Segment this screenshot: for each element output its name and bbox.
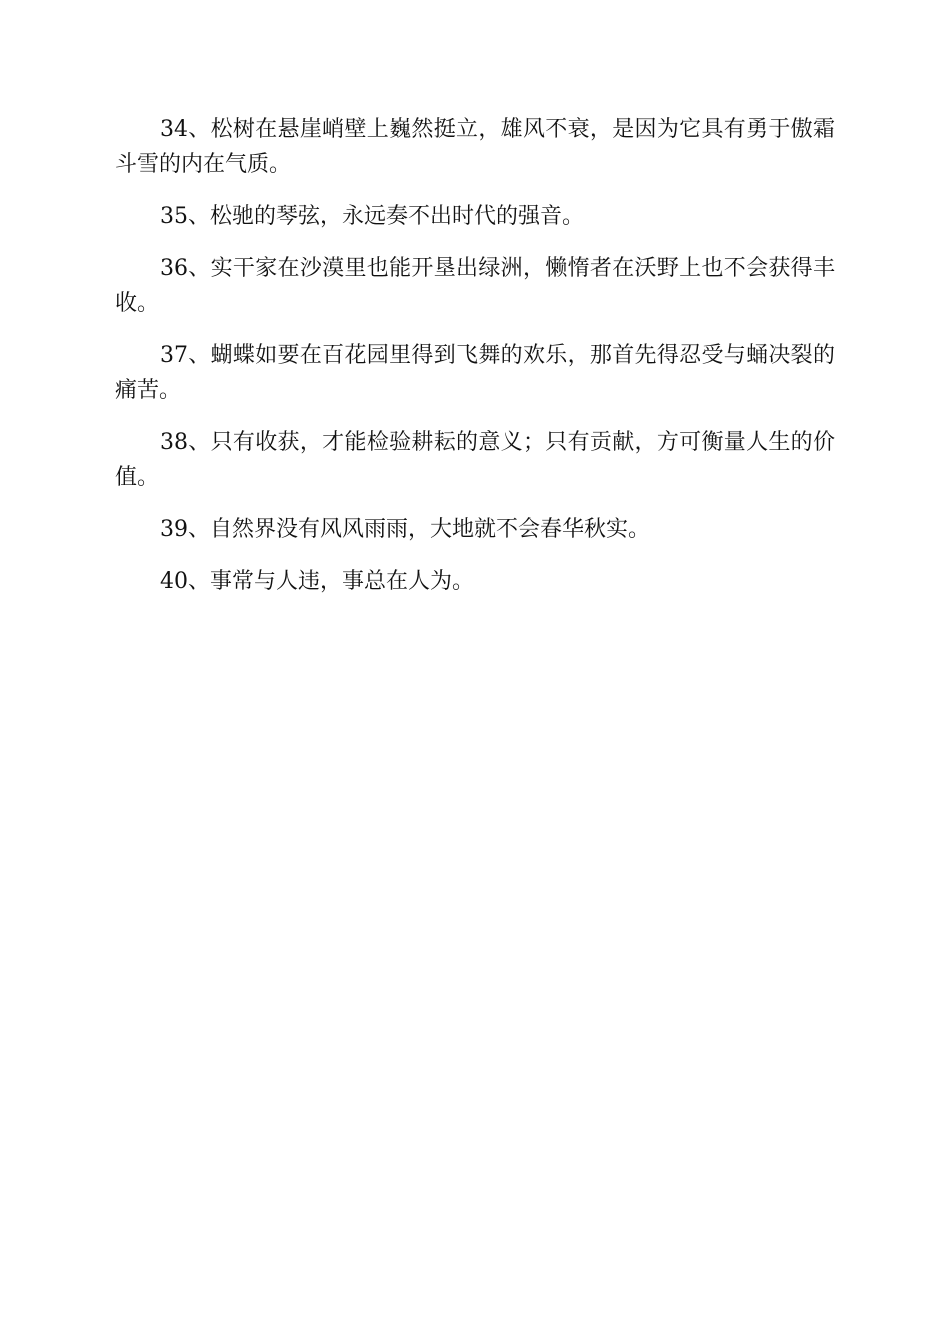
paragraph-39: 39、自然界没有风风雨雨，大地就不会春华秋实。 — [160, 517, 650, 542]
paragraph-35: 35、松驰的琴弦，永远奏不出时代的强音。 — [160, 204, 584, 229]
document-body — [115, 112, 835, 616]
paragraph-37: 37、蝴蝶如要在百花园里得到飞舞的欢乐，那首先得忍受与蛹决裂的痛苦。 — [115, 343, 835, 403]
paragraph-38: 38、只有收获，才能检验耕耘的意义；只有贡献，方可衡量人生的价值。 — [115, 430, 835, 490]
paragraph-40: 40、事常与人违，事总在人为。 — [160, 569, 474, 594]
paragraph-36: 36、实干家在沙漠里也能开垦出绿洲，懒惰者在沃野上也不会获得丰收。 — [115, 256, 835, 316]
paragraph-34: 34、松树在悬崖峭壁上巍然挺立，雄风不衰，是因为它具有勇于傲霜斗雪的内在气质。 — [115, 117, 835, 177]
